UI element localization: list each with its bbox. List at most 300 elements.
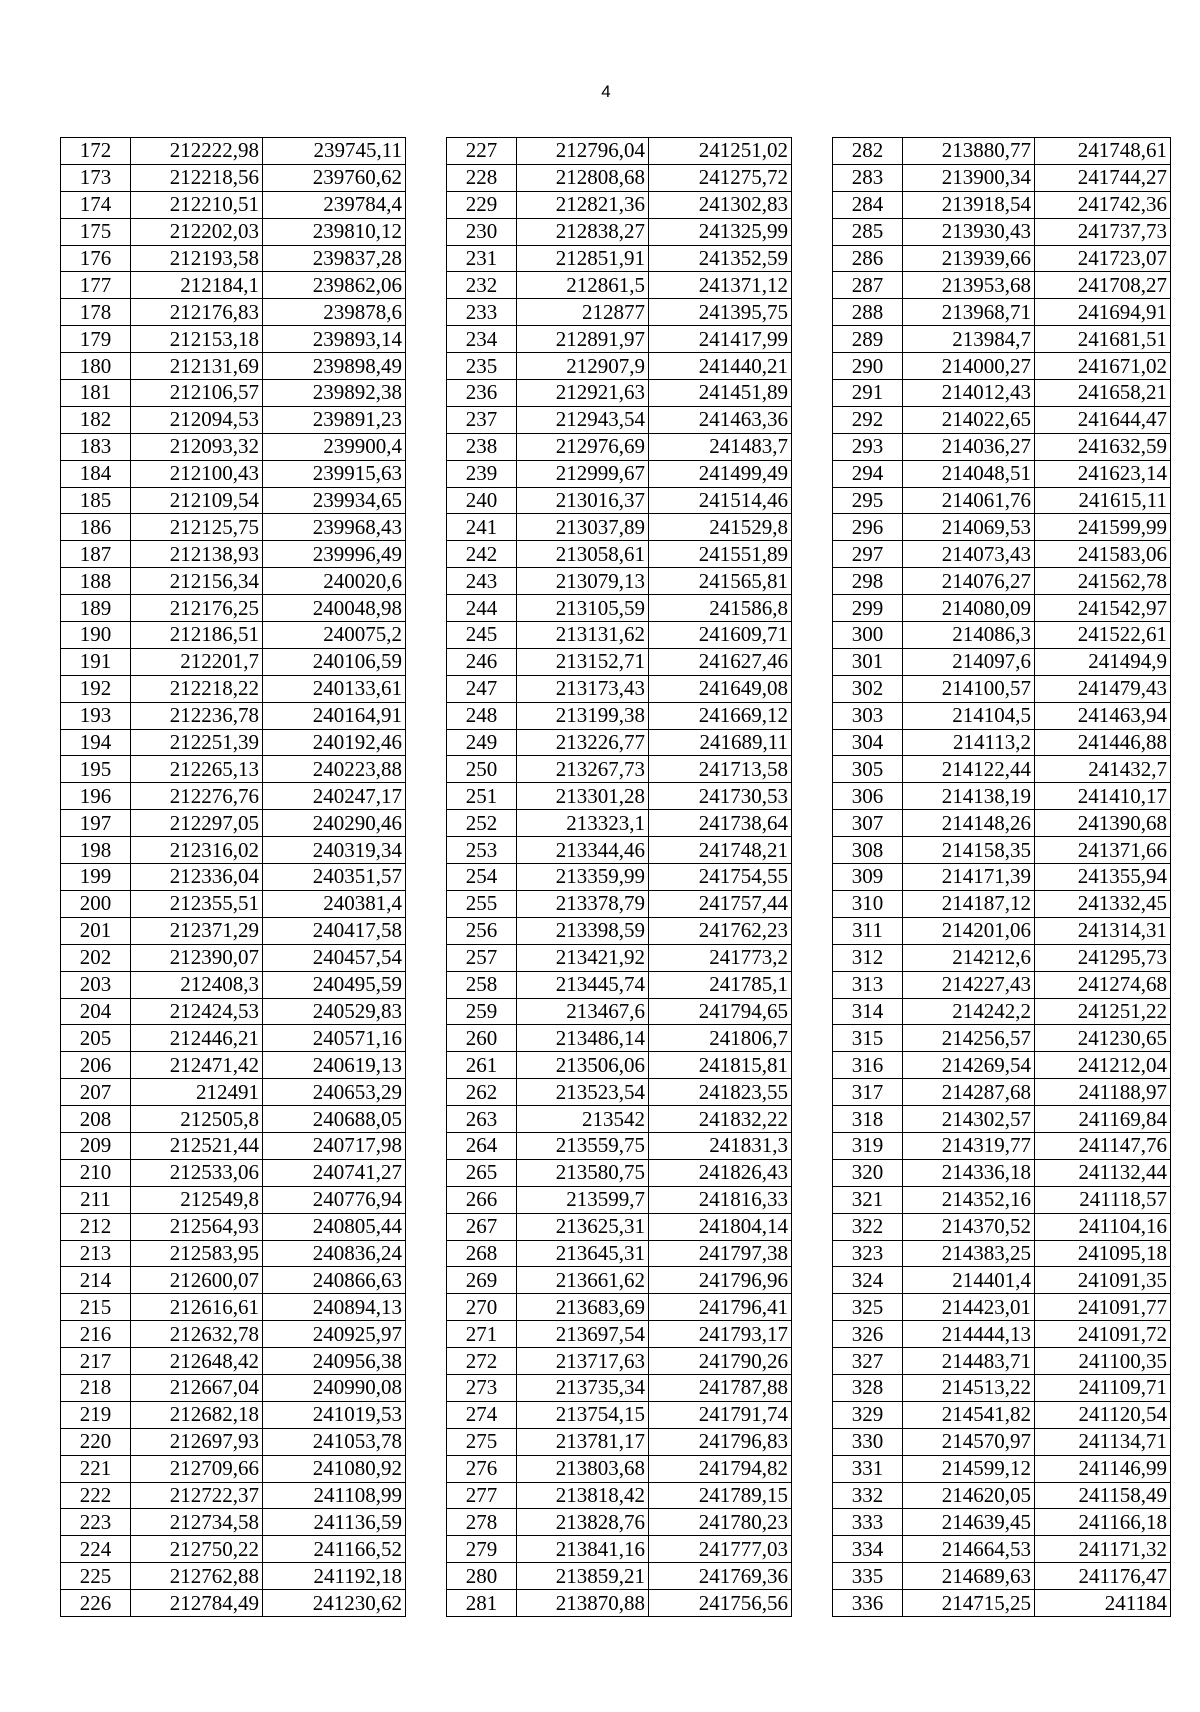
- point-number: 244: [447, 595, 517, 622]
- table-row: [833, 541, 1171, 568]
- x-coordinate: 212632,78: [131, 1321, 263, 1348]
- y-coordinate: 240381,4: [263, 890, 406, 917]
- x-coordinate: 213580,75: [517, 1159, 649, 1186]
- point-number: 213: [61, 1240, 131, 1267]
- x-coordinate: 213859,21: [517, 1563, 649, 1590]
- x-coordinate: 212722,37: [131, 1482, 263, 1509]
- point-number: 286: [833, 245, 903, 272]
- x-coordinate: 214664,53: [903, 1536, 1035, 1563]
- point-number: 172: [61, 138, 131, 165]
- table-row: [447, 917, 792, 944]
- x-coordinate: 213900,34: [903, 164, 1035, 191]
- y-coordinate: 241118,57: [1035, 1186, 1171, 1213]
- table-row: [447, 1106, 792, 1133]
- point-number: 257: [447, 944, 517, 971]
- table-row: [447, 1052, 792, 1079]
- point-number: 260: [447, 1025, 517, 1052]
- point-number: 214: [61, 1267, 131, 1294]
- x-coordinate: 212784,49: [131, 1590, 263, 1617]
- x-coordinate: 212176,83: [131, 299, 263, 326]
- point-number: 229: [447, 191, 517, 218]
- table-row: [447, 1428, 792, 1455]
- table-row: [447, 810, 792, 837]
- table-row: [61, 138, 406, 165]
- x-coordinate: 212446,21: [131, 1025, 263, 1052]
- point-number: 227: [447, 138, 517, 165]
- y-coordinate: 241793,17: [649, 1321, 792, 1348]
- table-row: [61, 1267, 406, 1294]
- point-number: 268: [447, 1240, 517, 1267]
- y-coordinate: 241831,3: [649, 1132, 792, 1159]
- point-number: 275: [447, 1428, 517, 1455]
- table-row: [833, 1509, 1171, 1536]
- x-coordinate: 214513,22: [903, 1374, 1035, 1401]
- table-row: [447, 595, 792, 622]
- table-row: [61, 1348, 406, 1375]
- table-row: [447, 568, 792, 595]
- x-coordinate: 214336,18: [903, 1159, 1035, 1186]
- x-coordinate: 212616,61: [131, 1294, 263, 1321]
- table-row: [447, 1536, 792, 1563]
- x-coordinate: 214599,12: [903, 1455, 1035, 1482]
- point-number: 202: [61, 944, 131, 971]
- table-row: [61, 1590, 406, 1617]
- y-coordinate: 241091,72: [1035, 1321, 1171, 1348]
- point-number: 212: [61, 1213, 131, 1240]
- y-coordinate: 240106,59: [263, 648, 406, 675]
- table-row: [833, 1401, 1171, 1428]
- point-number: 243: [447, 568, 517, 595]
- point-number: 269: [447, 1267, 517, 1294]
- table-row: [447, 890, 792, 917]
- x-coordinate: 213486,14: [517, 1025, 649, 1052]
- table-row: [447, 1159, 792, 1186]
- table-row: [61, 568, 406, 595]
- table-row: [833, 729, 1171, 756]
- table-row: [447, 837, 792, 864]
- table-row: [61, 541, 406, 568]
- y-coordinate: 241723,07: [1035, 245, 1171, 272]
- y-coordinate: 240866,63: [263, 1267, 406, 1294]
- table-row: [61, 971, 406, 998]
- table-row: [447, 1563, 792, 1590]
- y-coordinate: 241100,35: [1035, 1348, 1171, 1375]
- point-number: 291: [833, 380, 903, 407]
- y-coordinate: 241108,99: [263, 1482, 406, 1509]
- x-coordinate: 213697,54: [517, 1321, 649, 1348]
- point-number: 276: [447, 1455, 517, 1482]
- y-coordinate: 241251,22: [1035, 998, 1171, 1025]
- y-coordinate: 241136,59: [263, 1509, 406, 1536]
- x-coordinate: 214620,05: [903, 1482, 1035, 1509]
- table-row: [447, 622, 792, 649]
- point-number: 235: [447, 353, 517, 380]
- point-number: 183: [61, 433, 131, 460]
- y-coordinate: 241169,84: [1035, 1106, 1171, 1133]
- x-coordinate: 213421,92: [517, 944, 649, 971]
- point-number: 248: [447, 702, 517, 729]
- table-row: [61, 191, 406, 218]
- y-coordinate: 241669,12: [649, 702, 792, 729]
- table-row: [61, 218, 406, 245]
- coordinate-table-2: [446, 137, 792, 1617]
- table-row: [447, 164, 792, 191]
- point-number: 173: [61, 164, 131, 191]
- x-coordinate: 213968,71: [903, 299, 1035, 326]
- table-row: [833, 1321, 1171, 1348]
- table-row: [61, 1159, 406, 1186]
- point-number: 279: [447, 1536, 517, 1563]
- x-coordinate: 214302,57: [903, 1106, 1035, 1133]
- table-row: [447, 1186, 792, 1213]
- point-number: 215: [61, 1294, 131, 1321]
- table-row: [61, 299, 406, 326]
- y-coordinate: 240805,44: [263, 1213, 406, 1240]
- y-coordinate: 241832,22: [649, 1106, 792, 1133]
- point-number: 220: [61, 1428, 131, 1455]
- x-coordinate: 212796,04: [517, 138, 649, 165]
- table-row: [833, 675, 1171, 702]
- point-number: 281: [447, 1590, 517, 1617]
- point-number: 255: [447, 890, 517, 917]
- point-number: 287: [833, 272, 903, 299]
- x-coordinate: 212907,9: [517, 353, 649, 380]
- table-row: [833, 648, 1171, 675]
- table-row: [833, 1563, 1171, 1590]
- x-coordinate: 214122,44: [903, 756, 1035, 783]
- table-row: [447, 138, 792, 165]
- x-coordinate: 212093,32: [131, 433, 263, 460]
- x-coordinate: 214138,19: [903, 783, 1035, 810]
- y-coordinate: 241109,71: [1035, 1374, 1171, 1401]
- y-coordinate: 241623,14: [1035, 460, 1171, 487]
- y-coordinate: 239760,62: [263, 164, 406, 191]
- table-row: [833, 1374, 1171, 1401]
- x-coordinate: 212100,43: [131, 460, 263, 487]
- table-row: [61, 1563, 406, 1590]
- y-coordinate: 241748,21: [649, 837, 792, 864]
- x-coordinate: 212316,02: [131, 837, 263, 864]
- point-number: 230: [447, 218, 517, 245]
- point-number: 315: [833, 1025, 903, 1052]
- table-row: [61, 675, 406, 702]
- y-coordinate: 241744,27: [1035, 164, 1171, 191]
- table-row: [447, 783, 792, 810]
- x-coordinate: 214022,65: [903, 406, 1035, 433]
- table-row: [833, 138, 1171, 165]
- x-coordinate: 214061,76: [903, 487, 1035, 514]
- point-number: 267: [447, 1213, 517, 1240]
- x-coordinate: 213828,76: [517, 1509, 649, 1536]
- x-coordinate: 214639,45: [903, 1509, 1035, 1536]
- table-row: [61, 1536, 406, 1563]
- table-row: [61, 1401, 406, 1428]
- x-coordinate: 212193,58: [131, 245, 263, 272]
- y-coordinate: 241120,54: [1035, 1401, 1171, 1428]
- y-coordinate: 241738,64: [649, 810, 792, 837]
- y-coordinate: 241499,49: [649, 460, 792, 487]
- y-coordinate: 241816,33: [649, 1186, 792, 1213]
- table-row: [61, 1455, 406, 1482]
- table-row: [447, 971, 792, 998]
- x-coordinate: 213735,34: [517, 1374, 649, 1401]
- x-coordinate: 214171,39: [903, 864, 1035, 891]
- x-coordinate: 213939,66: [903, 245, 1035, 272]
- y-coordinate: 241514,46: [649, 487, 792, 514]
- y-coordinate: 241166,52: [263, 1536, 406, 1563]
- x-coordinate: 212808,68: [517, 164, 649, 191]
- point-number: 181: [61, 380, 131, 407]
- y-coordinate: 239862,06: [263, 272, 406, 299]
- y-coordinate: 240571,16: [263, 1025, 406, 1052]
- x-coordinate: 212109,54: [131, 487, 263, 514]
- point-number: 251: [447, 783, 517, 810]
- table-row: [61, 272, 406, 299]
- y-coordinate: 241104,16: [1035, 1213, 1171, 1240]
- y-coordinate: 241780,23: [649, 1509, 792, 1536]
- table-row: [833, 864, 1171, 891]
- table-row: [447, 1374, 792, 1401]
- point-number: 264: [447, 1132, 517, 1159]
- point-number: 307: [833, 810, 903, 837]
- table-row: [61, 1025, 406, 1052]
- x-coordinate: 212265,13: [131, 756, 263, 783]
- y-coordinate: 241609,71: [649, 622, 792, 649]
- table-row: [61, 1079, 406, 1106]
- point-number: 217: [61, 1348, 131, 1375]
- table-row: [833, 1455, 1171, 1482]
- table-row: [447, 353, 792, 380]
- point-number: 194: [61, 729, 131, 756]
- x-coordinate: 213079,13: [517, 568, 649, 595]
- x-coordinate: 212471,42: [131, 1052, 263, 1079]
- y-coordinate: 241251,02: [649, 138, 792, 165]
- y-coordinate: 241823,55: [649, 1079, 792, 1106]
- point-number: 245: [447, 622, 517, 649]
- table-row: [61, 648, 406, 675]
- point-number: 294: [833, 460, 903, 487]
- table-row: [833, 218, 1171, 245]
- x-coordinate: 212156,34: [131, 568, 263, 595]
- table-row: [447, 487, 792, 514]
- x-coordinate: 213506,06: [517, 1052, 649, 1079]
- y-coordinate: 241275,72: [649, 164, 792, 191]
- point-number: 313: [833, 971, 903, 998]
- x-coordinate: 213152,71: [517, 648, 649, 675]
- y-coordinate: 241446,88: [1035, 729, 1171, 756]
- y-coordinate: 240529,83: [263, 998, 406, 1025]
- table-row: [447, 1321, 792, 1348]
- table-row: [833, 890, 1171, 917]
- table-row: [833, 998, 1171, 1025]
- x-coordinate: 213717,63: [517, 1348, 649, 1375]
- x-coordinate: 212533,06: [131, 1159, 263, 1186]
- point-number: 186: [61, 514, 131, 541]
- y-coordinate: 240776,94: [263, 1186, 406, 1213]
- x-coordinate: 214483,71: [903, 1348, 1035, 1375]
- table-row: [61, 380, 406, 407]
- point-number: 250: [447, 756, 517, 783]
- y-coordinate: 241463,94: [1035, 702, 1171, 729]
- x-coordinate: 214227,43: [903, 971, 1035, 998]
- x-coordinate: 213058,61: [517, 541, 649, 568]
- point-number: 283: [833, 164, 903, 191]
- table-row: [833, 326, 1171, 353]
- x-coordinate: 213818,42: [517, 1482, 649, 1509]
- x-coordinate: 214715,25: [903, 1590, 1035, 1617]
- x-coordinate: 213870,88: [517, 1590, 649, 1617]
- x-coordinate: 212583,95: [131, 1240, 263, 1267]
- x-coordinate: 212138,93: [131, 541, 263, 568]
- point-number: 259: [447, 998, 517, 1025]
- point-number: 316: [833, 1052, 903, 1079]
- point-number: 224: [61, 1536, 131, 1563]
- table-row: [833, 245, 1171, 272]
- table-row: [833, 353, 1171, 380]
- y-coordinate: 241417,99: [649, 326, 792, 353]
- table-row: [447, 406, 792, 433]
- point-number: 225: [61, 1563, 131, 1590]
- point-number: 174: [61, 191, 131, 218]
- point-number: 261: [447, 1052, 517, 1079]
- y-coordinate: 241095,18: [1035, 1240, 1171, 1267]
- x-coordinate: 212976,69: [517, 433, 649, 460]
- x-coordinate: 212276,76: [131, 783, 263, 810]
- y-coordinate: 241325,99: [649, 218, 792, 245]
- point-number: 203: [61, 971, 131, 998]
- point-number: 323: [833, 1240, 903, 1267]
- point-number: 285: [833, 218, 903, 245]
- x-coordinate: 214076,27: [903, 568, 1035, 595]
- table-row: [447, 944, 792, 971]
- point-number: 258: [447, 971, 517, 998]
- y-coordinate: 241777,03: [649, 1536, 792, 1563]
- y-coordinate: 240417,58: [263, 917, 406, 944]
- x-coordinate: 214212,6: [903, 944, 1035, 971]
- point-number: 263: [447, 1106, 517, 1133]
- table-row: [833, 1159, 1171, 1186]
- y-coordinate: 241797,38: [649, 1240, 792, 1267]
- point-number: 305: [833, 756, 903, 783]
- table-row: [833, 756, 1171, 783]
- table-row: [447, 648, 792, 675]
- y-coordinate: 240290,46: [263, 810, 406, 837]
- point-number: 301: [833, 648, 903, 675]
- x-coordinate: 212877: [517, 299, 649, 326]
- y-coordinate: 241184: [1035, 1590, 1171, 1617]
- table-row: [833, 837, 1171, 864]
- x-coordinate: 212222,98: [131, 138, 263, 165]
- x-coordinate: 213523,54: [517, 1079, 649, 1106]
- table-row: [447, 1294, 792, 1321]
- table-row: [61, 595, 406, 622]
- table-row: [833, 1025, 1171, 1052]
- y-coordinate: 240495,59: [263, 971, 406, 998]
- point-number: 335: [833, 1563, 903, 1590]
- y-coordinate: 240894,13: [263, 1294, 406, 1321]
- point-number: 193: [61, 702, 131, 729]
- y-coordinate: 241440,21: [649, 353, 792, 380]
- y-coordinate: 241146,99: [1035, 1455, 1171, 1482]
- point-number: 256: [447, 917, 517, 944]
- point-number: 177: [61, 272, 131, 299]
- y-coordinate: 240619,13: [263, 1052, 406, 1079]
- point-number: 223: [61, 1509, 131, 1536]
- point-number: 199: [61, 864, 131, 891]
- y-coordinate: 241599,99: [1035, 514, 1171, 541]
- table-row: [833, 487, 1171, 514]
- y-coordinate: 241730,53: [649, 783, 792, 810]
- table-row: [833, 272, 1171, 299]
- x-coordinate: 214073,43: [903, 541, 1035, 568]
- point-number: 216: [61, 1321, 131, 1348]
- y-coordinate: 241132,44: [1035, 1159, 1171, 1186]
- x-coordinate: 212408,3: [131, 971, 263, 998]
- x-coordinate: 212750,22: [131, 1536, 263, 1563]
- table-row: [833, 1294, 1171, 1321]
- table-row: [61, 245, 406, 272]
- point-number: 319: [833, 1132, 903, 1159]
- x-coordinate: 212838,27: [517, 218, 649, 245]
- point-number: 198: [61, 837, 131, 864]
- table-row: [61, 1509, 406, 1536]
- table-row: [61, 164, 406, 191]
- point-number: 185: [61, 487, 131, 514]
- x-coordinate: 213173,43: [517, 675, 649, 702]
- point-number: 295: [833, 487, 903, 514]
- y-coordinate: 241615,11: [1035, 487, 1171, 514]
- x-coordinate: 212390,07: [131, 944, 263, 971]
- table-row: [61, 783, 406, 810]
- y-coordinate: 240048,98: [263, 595, 406, 622]
- point-number: 321: [833, 1186, 903, 1213]
- point-number: 297: [833, 541, 903, 568]
- x-coordinate: 213542: [517, 1106, 649, 1133]
- y-coordinate: 240836,24: [263, 1240, 406, 1267]
- y-coordinate: 241479,43: [1035, 675, 1171, 702]
- y-coordinate: 241632,59: [1035, 433, 1171, 460]
- point-number: 205: [61, 1025, 131, 1052]
- x-coordinate: 212201,7: [131, 648, 263, 675]
- x-coordinate: 214104,5: [903, 702, 1035, 729]
- y-coordinate: 241390,68: [1035, 810, 1171, 837]
- x-coordinate: 212734,58: [131, 1509, 263, 1536]
- table-row: [61, 460, 406, 487]
- table-row: [61, 1240, 406, 1267]
- table-row: [833, 1132, 1171, 1159]
- x-coordinate: 213781,17: [517, 1428, 649, 1455]
- y-coordinate: 241789,15: [649, 1482, 792, 1509]
- table-row: [61, 1482, 406, 1509]
- point-number: 187: [61, 541, 131, 568]
- point-number: 299: [833, 595, 903, 622]
- x-coordinate: 214086,3: [903, 622, 1035, 649]
- y-coordinate: 241274,68: [1035, 971, 1171, 998]
- y-coordinate: 241787,88: [649, 1374, 792, 1401]
- x-coordinate: 212210,51: [131, 191, 263, 218]
- x-coordinate: 212371,29: [131, 917, 263, 944]
- y-coordinate: 241804,14: [649, 1213, 792, 1240]
- x-coordinate: 213559,75: [517, 1132, 649, 1159]
- x-coordinate: 212891,97: [517, 326, 649, 353]
- y-coordinate: 241790,26: [649, 1348, 792, 1375]
- y-coordinate: 241562,78: [1035, 568, 1171, 595]
- y-coordinate: 241806,7: [649, 1025, 792, 1052]
- table-row: [447, 1401, 792, 1428]
- table-row: [61, 1294, 406, 1321]
- point-number: 249: [447, 729, 517, 756]
- y-coordinate: 239996,49: [263, 541, 406, 568]
